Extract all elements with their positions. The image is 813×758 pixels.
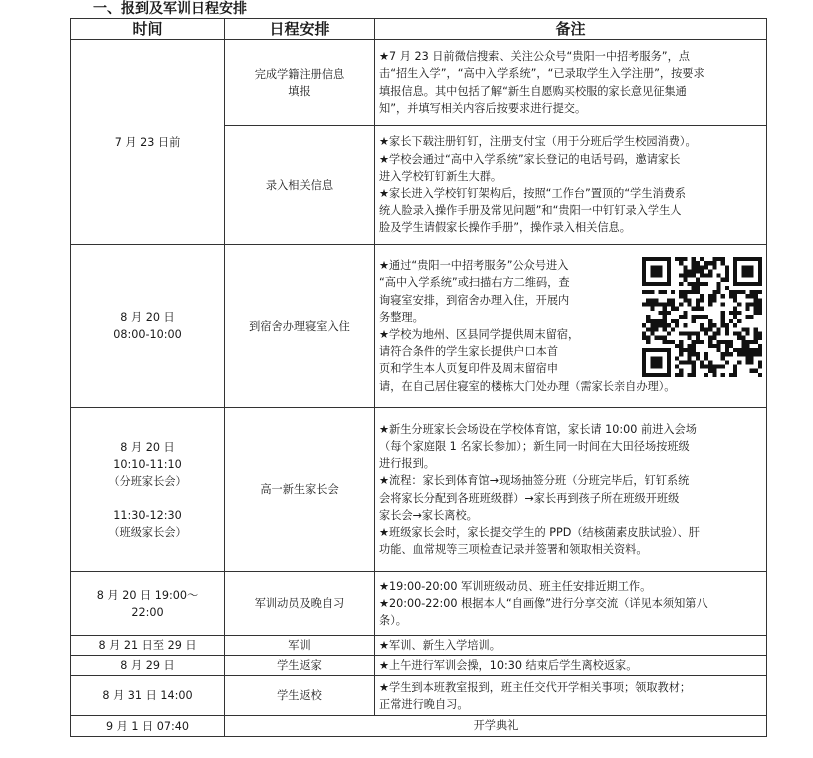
table-row bbox=[71, 676, 767, 716]
schedule-cell: 学生返家 bbox=[225, 656, 375, 676]
note-line: ★班级家长会时，家长提交学生的 PPD（结核菌素皮肤试验）、肝 bbox=[379, 525, 700, 539]
table-row bbox=[71, 572, 767, 636]
schedule-line: 军训动员及晚自习 bbox=[254, 597, 345, 610]
notes-cell bbox=[375, 126, 767, 245]
schedule-cell bbox=[225, 408, 375, 572]
note-line: 务整理。 bbox=[379, 310, 424, 324]
schedule-cell: 学生返校 bbox=[225, 676, 375, 716]
note-line: 填报信息。其中包括了解“新生自愿购买校服的家长意见征集通 bbox=[379, 84, 687, 98]
note-line: 条）。 bbox=[379, 614, 407, 628]
time-cell: 8 月 31 日 14:00 bbox=[71, 676, 225, 716]
time-line: 8 月 20 日 19:00～ bbox=[96, 588, 199, 602]
note-line: 请符合条件的学生家长提供户口本首 bbox=[379, 345, 559, 359]
notes-cell bbox=[375, 656, 767, 676]
note-line: ★新生分班家长会场设在学校体育馆，家长请 10:00 前进入会场 bbox=[379, 422, 697, 436]
time-line: 8 月 20 日 bbox=[120, 311, 175, 324]
time-cell bbox=[71, 572, 225, 636]
time-line: （分班家长会） bbox=[108, 474, 187, 488]
note-line: ★7 月 23 日前微信搜索、关注公众号“贵阳一中招考服务”，点 bbox=[379, 50, 690, 64]
note-line: 会将家长分配到各班班级群）→家长再到孩子所在班级开班级 bbox=[379, 491, 680, 505]
time-line bbox=[71, 490, 224, 507]
note-line: “高中入学系统”或扫描右方二维码，查 bbox=[379, 276, 570, 290]
note-line: 进入学校钉钉新生大群。 bbox=[379, 169, 503, 183]
merged-cell: 开学典礼 bbox=[225, 716, 767, 736]
schedule-line: 完成学籍注册信息 bbox=[254, 67, 345, 81]
notes-cell bbox=[375, 676, 767, 716]
note-line: 统人脸录入操作手册及常见问题”和“贵阳一中钉钉录入学生人 bbox=[379, 204, 682, 218]
note-line: 页和学生本人页复印件及周末留宿申 bbox=[379, 362, 559, 376]
note-line: 功能、血常规等三项检查记录并签署和领取相关资料。 bbox=[379, 543, 648, 557]
schedule-cell bbox=[225, 40, 375, 126]
note-line: ★家长进入学校钉钉架构后，按照“工作台”置顶的“学生消费系 bbox=[379, 187, 687, 200]
table-row bbox=[71, 408, 767, 572]
schedule-cell: 军训 bbox=[225, 636, 375, 656]
table-row bbox=[71, 656, 767, 676]
table-row bbox=[71, 40, 767, 126]
header-time: 时间 bbox=[71, 19, 225, 40]
schedule-line: 到宿舍办理寝室入住 bbox=[249, 319, 350, 333]
note-line: ★学生到本班教室报到，班主任交代开学相关事项；领取教材； bbox=[379, 680, 692, 694]
section-title: 一、报到及军训日程安排 bbox=[93, 1, 247, 17]
note-line: ★家长下载注册钉钉，注册支付宝（用于分班后学生校园消费）。 bbox=[379, 135, 697, 149]
note-line: ★学校为地州、区县同学提供周末留宿， bbox=[379, 328, 580, 341]
note-line: （每个家庭限 1 名家长参加）；新生同一时间在大田径场按班级 bbox=[379, 439, 690, 453]
schedule-table bbox=[70, 18, 767, 737]
note-line: 请，在自己居住寝室的楼栋大门处办理（需家长亲自办理）。 bbox=[379, 379, 676, 393]
time-line: （班级家长会） bbox=[108, 525, 187, 539]
notes-cell bbox=[375, 636, 767, 656]
time-line: 22:00 bbox=[131, 605, 164, 619]
note-line: 正常进行晚自习。 bbox=[379, 697, 469, 711]
time-cell: 8 月 29 日 bbox=[71, 656, 225, 676]
note-line: 知”，并填写相关内容后按要求进行提交。 bbox=[379, 101, 587, 115]
notes-cell bbox=[375, 408, 767, 572]
table-header-row bbox=[71, 19, 767, 40]
schedule-line: 填报 bbox=[288, 84, 311, 98]
note-line: ★上午进行军训会操，10:30 结束后学生离校返家。 bbox=[379, 659, 638, 673]
header-schedule: 日程安排 bbox=[225, 19, 375, 40]
header-notes: 备注 bbox=[375, 19, 767, 40]
time-cell: 8 月 21 日至 29 日 bbox=[71, 636, 225, 656]
notes-cell bbox=[375, 245, 767, 408]
note-line: ★通过“贵阳一中招考服务”公众号进入 bbox=[379, 259, 569, 273]
time-cell: 9 月 1 日 07:40 bbox=[71, 716, 225, 736]
schedule-cell bbox=[225, 572, 375, 636]
schedule-line: 录入相关信息 bbox=[265, 178, 334, 192]
time-line: 08:00-10:00 bbox=[113, 328, 182, 341]
note-line: ★军训、新生入学培训。 bbox=[379, 639, 501, 652]
notes-cell bbox=[375, 572, 767, 636]
time-cell: 7 月 23 日前 bbox=[71, 40, 225, 245]
table-row bbox=[71, 716, 767, 736]
schedule-cell bbox=[225, 245, 375, 408]
notes-cell bbox=[375, 40, 767, 126]
note-line: ★学校会通过“高中入学系统”家长登记的电话号码，邀请家长 bbox=[379, 152, 681, 166]
note-line: ★流程：家长到体育馆→现场抽签分班（分班完毕后，钉钉系统 bbox=[379, 474, 690, 488]
note-line: 家长会→家长离校。 bbox=[379, 508, 478, 522]
note-line: 击“招生入学”，“高中入学系统”，“已录取学生入学注册”，按要求 bbox=[379, 67, 705, 81]
time-cell bbox=[71, 408, 225, 572]
schedule-cell bbox=[225, 126, 375, 245]
qr-code-icon[interactable] bbox=[641, 257, 763, 377]
note-line: 询寝室安排，到宿舍办理入住，开展内 bbox=[379, 293, 570, 307]
note-line: ★20:00-22:00 根据本人“自画像”进行分享交流（详见本须知第八 bbox=[379, 596, 708, 610]
schedule-line: 高一新生家长会 bbox=[260, 483, 339, 496]
time-line: 8 月 20 日 bbox=[120, 440, 175, 454]
time-cell bbox=[71, 245, 225, 408]
note-line: ★19:00-20:00 军训班级动员、班主任安排近期工作。 bbox=[379, 579, 652, 593]
note-line: 进行报到。 bbox=[379, 457, 435, 471]
time-line: 10:10-11:10 bbox=[113, 457, 182, 471]
note-line: 脸及学生请假家长操作手册”，操作录入相关信息。 bbox=[379, 221, 631, 235]
table-row bbox=[71, 245, 767, 408]
table-row bbox=[71, 636, 767, 656]
time-line: 11:30-12:30 bbox=[113, 508, 182, 522]
